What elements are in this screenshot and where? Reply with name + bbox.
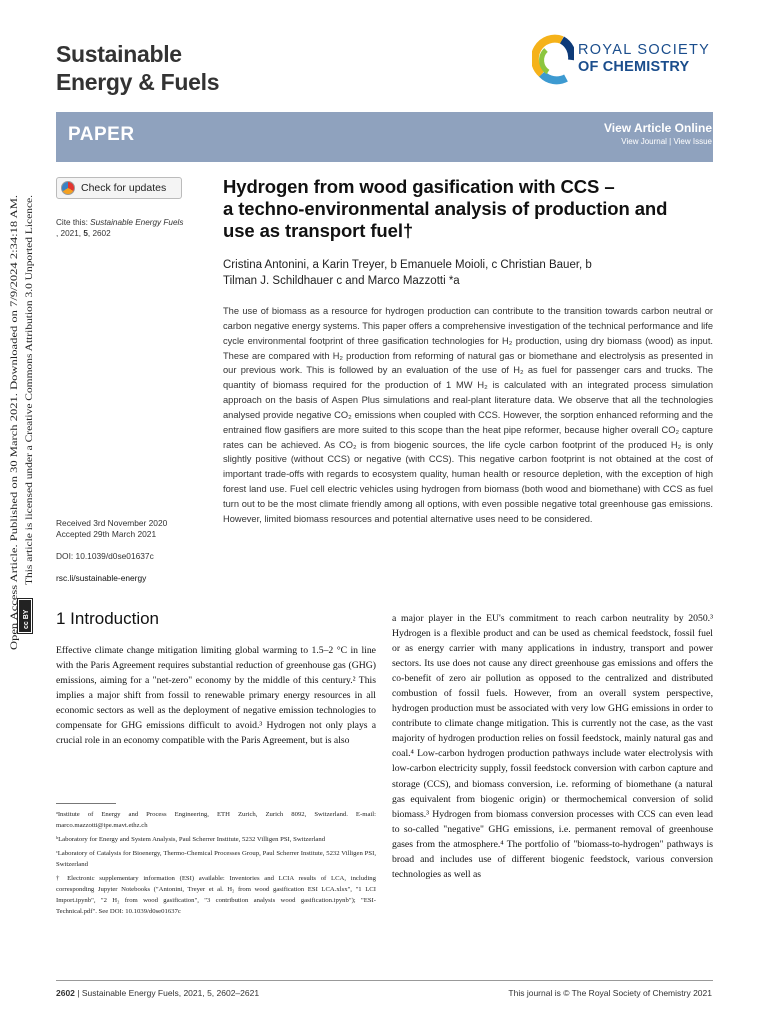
- author-list-line1: Cristina Antonini, a Karin Treyer, b Emanuele Moioli, c Christian Bauer, b: [223, 259, 592, 271]
- received-accepted-dates: [56, 518, 206, 540]
- cite-journal: Sustainable Energy Fuels: [90, 218, 184, 227]
- article-title: [223, 176, 723, 242]
- open-access-note: [2, 180, 40, 650]
- publisher-name-line1: ROYAL SOCIETY: [578, 42, 711, 58]
- cite-year: , 2021,: [56, 229, 84, 238]
- journal-title-line1: Sustainable: [56, 41, 182, 67]
- journal-title: [56, 40, 219, 96]
- cite-volume: 5: [83, 229, 88, 238]
- open-access-line1: Open Access Article. Published on 30 March 2021. Downloaded on 7/9/2024 2:34:18 AM.: [10, 313, 20, 650]
- check-for-updates-button[interactable]: [56, 177, 182, 199]
- footer-journal-citation: | Sustainable Energy Fuels, 2021, 5, 2602–2621: [74, 988, 260, 998]
- article-title-line2: a techno-environmental analysis of production and: [223, 198, 668, 219]
- cc-badge-label: cc BY: [23, 609, 30, 629]
- publisher-name-line2: OF CHEMISTRY: [578, 59, 690, 75]
- check-for-updates-label: Check for updates: [81, 182, 167, 194]
- open-access-line2: This article is licensed under a Creative Commons Attribution 3.0 Unported Licence.: [25, 268, 35, 585]
- view-article-online-link[interactable]: View Article Online: [603, 121, 712, 135]
- footer-divider: [56, 980, 713, 981]
- cite-prefix: Cite this:: [56, 218, 91, 227]
- view-article-online: [604, 121, 712, 146]
- creative-commons-icon: [17, 598, 33, 634]
- author-list-line2: Tilman J. Schildhauer c and Marco Mazzotti *a: [223, 275, 460, 287]
- cite-pages: , 2602: [87, 229, 111, 238]
- received-date: Received 3rd November 2020: [56, 518, 168, 528]
- article-title-line1: Hydrogen from wood gasification with CCS –: [223, 176, 615, 197]
- footnote-affiliation-b: ᵇLaboratory for Energy and System Analysis, Paul Scherrer Institute, 5232 Villigen PSI, Switzerland: [56, 836, 326, 843]
- citation-block: [56, 217, 206, 239]
- author-list: [223, 257, 723, 289]
- journal-link[interactable]: rsc.li/sustainable-energy: [56, 573, 147, 583]
- rsc-logo-icon: [532, 34, 574, 86]
- footnote-divider: [56, 803, 116, 804]
- journal-title-line2: Energy & Fuels: [56, 69, 220, 95]
- intro-right-column: a major player in the EU's commitment to reach carbon neutrality by 2050.³ Hydrogen is a flexible product and can be used as chemical feedstock, fossil fuel or as energy carrier with many applications in industry, transport and power sectors. Its use does not cause any direct greenhouse gas emissions and offers the co-benefit of zero air pollution as opposed to the centralized and distributed combustion of fossil fuels. However, from an overall system perspective, hydrogen production must be associated with very low GHG emissions in order to contribute to climate change mitigation. This is currently not the case, as the vast majority of hydrogen production relies on fossil feedstock, mainly natural gas and coal.⁴ Low-carbon hydrogen production pathways include water electrolysis with low-carbon electricity supply, fossil feedstock conversion with carbon capture and storage (CCS), and biomass conversion, i.e. reforming of biomethane (a natural gas equivalent from biogenic origin) or thermochemical conversion of solid biomass.³ Hydrogen from biomass conversion processes with CCS can even lead to so-called "negative" GHG emissions, i.e. permanent removal of greenhouse gases from the atmosphere.⁴ The portfolio of "biomass-to-hydrogen" pathways is broad and includes use of different biogenic feedstock, various conversion technologies as well as: [392, 613, 713, 880]
- footer-copyright: This journal is © The Royal Society of Chemistry 2021: [508, 988, 712, 998]
- section-heading-introduction: 1 Introduction: [56, 609, 160, 628]
- check-for-updates-icon: [61, 181, 75, 195]
- doi[interactable]: DOI: 10.1039/d0se01637c: [56, 551, 154, 561]
- article-type-label: PAPER: [68, 124, 135, 145]
- abstract: The use of biomass as a resource for hydrogen production can contribute to the transition towards carbon neutral or carbon negative energy systems. This paper offers a comprehensive investigation of the technical performance and life cycle environmental footprint of three gasification technologies for H₂ production, using dry biomass (wood) as input. These are compared with H₂ production from reforming of natural gas or biomethane and electrolysis as presented in our previous work. This is followed by an evaluation of the use of H₂ as fuel for passenger cars and trucks. The quantity of biomass required for the production of 1 MW H₂ is calculated with an integrated process simulation approach on the basis of Aspen Plus simulations and real-plant literature data. We observe that all the technologies analysed provide negative CO₂ emissions when coupled with CCS. However, the sorption enhanced reforming and the entrained flow gasifiers are more suited to this scope than the heat pipe reformer, because higher overall CO₂ capture rates can be achieved. As CO₂ is from biogenic sources, the life cycle carbon footprint of the produced H₂ is only slightly positive (without CCS) or negative (with CCS). This negative carbon footprint is not obtained at the cost of important trade-offs with regards to ecosystem quality, human health or resource depletion, with the exception of high forest land use. Fuel cell electric vehicles using hydrogen from biomass (both wood and biomethane) with CCS as fuel turn out to be the most climate friendly among all options, with even possible negative total greenhouse gas emissions. However, limited biomass resources and potential alternative uses need to be considered.: [223, 306, 713, 524]
- intro-left-column: Effective climate change mitigation limiting global warming to 1.5–2 °C in line with the Paris Agreement requires substantial reduction of greenhouse gas (GHG) emissions, aiming for a "net-zero" economy by the middle of this century.² This implies a major shift from fossil to renewable primary energy resources in all economic sectors as well as the deployment of negative emission technologies to compensate for GHG emissions difficult to avoid.³ Hydrogen not only plays a crucial role in an economy compatible with the Paris Agreement, but is also: [56, 645, 376, 747]
- view-journal-issue-links[interactable]: View Journal | View Issue: [621, 137, 712, 146]
- accepted-date: Accepted 29th March 2021: [56, 529, 157, 539]
- publisher-name: [578, 42, 710, 76]
- page-number: 2602: [56, 988, 75, 998]
- footnote-esi: † Electronic supplementary information (ESI) available: Inventories and LCIA results of LCA, including corresponding Jupyter Notebooks ("Antonini, Treyer et al. H₂ from wood gasification ESI LCA.xlsx", "1 LCI Import.ipynb", "2 H₂ from wood gasification", "3 contribution analysis wood gasification.ipynb"); "ESI-Technical.pdf". See DOI: 10.1039/d0se01637c: [56, 875, 376, 915]
- footnote-affiliation-a: ᵃInstitute of Energy and Process Engineering, ETH Zurich, Zurich 8092, Switzerland. E-mail: marco.mazzotti@ipe.mavt.ethz.ch: [56, 811, 376, 829]
- footer-citation: [56, 988, 259, 998]
- footnote-affiliation-c: ᶜLaboratory of Catalysis for Bioenergy, Thermo-Chemical Processes Group, Paul Scherrer Institute, 5232 Villigen PSI, Switzerland: [56, 850, 376, 868]
- affiliation-footnotes: [56, 809, 376, 920]
- article-title-line3: use as transport fuel†: [223, 220, 414, 241]
